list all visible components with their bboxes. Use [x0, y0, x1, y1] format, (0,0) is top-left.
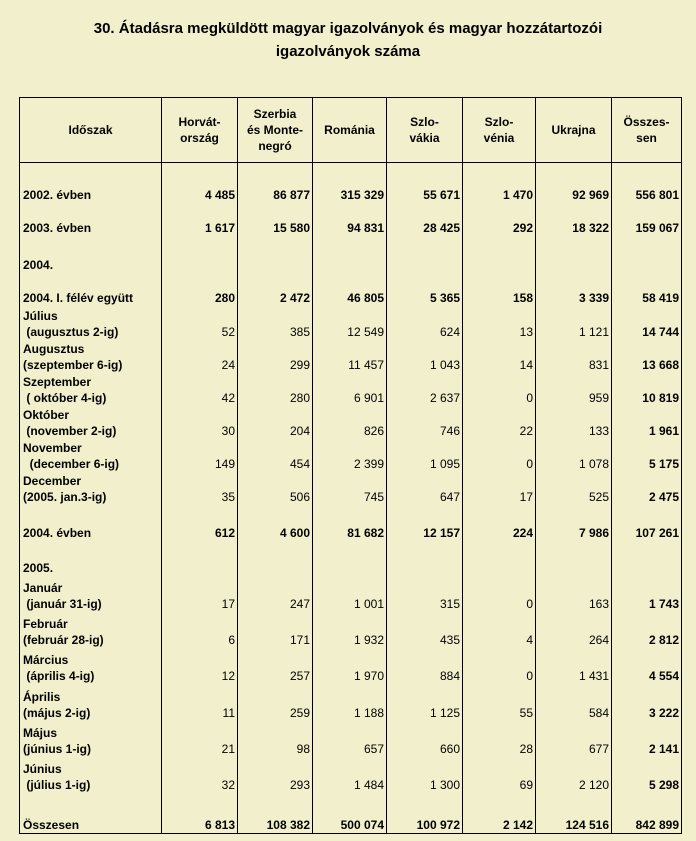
cell-value: 1 932	[313, 612, 387, 648]
table-row	[20, 793, 682, 834]
cell-value: 556 801	[612, 163, 682, 203]
cell-value: 454	[238, 439, 313, 472]
title-line-1: 30. Átadásra megküldött magyar igazolványok és magyar hozzátartozói	[93, 20, 603, 37]
cell-value: 10 819	[612, 373, 682, 406]
row-label: 2005.	[20, 541, 162, 576]
cell-value: 11	[162, 684, 238, 721]
cell-value: 624	[387, 306, 463, 340]
cell-value: 12 157	[387, 505, 463, 541]
cell-value: 21	[162, 721, 238, 757]
cell-value: 42	[162, 373, 238, 406]
header-col: Románia	[313, 98, 387, 163]
cell-value: 18 322	[536, 203, 612, 236]
row-label: Február (február 28-ig)	[20, 612, 162, 648]
cell-value: 58 419	[612, 273, 682, 306]
row-label: Összesen	[20, 793, 162, 834]
cell-value: 4 554	[612, 648, 682, 684]
cell-value: 52	[162, 306, 238, 340]
cell-value: 315	[387, 576, 463, 612]
table-row	[20, 340, 682, 373]
cell-value: 280	[238, 373, 313, 406]
cell-value: 55	[463, 684, 536, 721]
cell-value: 2 141	[612, 721, 682, 757]
cell-value	[162, 236, 238, 273]
cell-value: 6 813	[162, 793, 238, 834]
table-row	[20, 541, 682, 576]
cell-value: 257	[238, 648, 313, 684]
cell-value: 2 399	[313, 439, 387, 472]
row-label: Március (április 4-ig)	[20, 648, 162, 684]
cell-value: 677	[536, 721, 612, 757]
cell-value: 1 078	[536, 439, 612, 472]
cell-value: 14	[463, 340, 536, 373]
cell-value: 4 600	[238, 505, 313, 541]
table-row	[20, 306, 682, 340]
cell-value: 292	[463, 203, 536, 236]
cell-value: 12 549	[313, 306, 387, 340]
row-label: Szeptember ( október 4-ig)	[20, 373, 162, 406]
header-col: Szlo- vénia	[463, 98, 536, 163]
cell-value: 5 365	[387, 273, 463, 306]
header-col: Ukrajna	[536, 98, 612, 163]
cell-value: 32	[162, 757, 238, 793]
row-label: Október (november 2-ig)	[20, 406, 162, 439]
cell-value: 657	[313, 721, 387, 757]
cell-value: 525	[536, 472, 612, 505]
cell-value: 647	[387, 472, 463, 505]
cell-value: 280	[162, 273, 238, 306]
cell-value: 1 300	[387, 757, 463, 793]
cell-value: 4 485	[162, 163, 238, 203]
cell-value: 1 043	[387, 340, 463, 373]
row-label: Április (május 2-ig)	[20, 684, 162, 721]
cell-value	[238, 236, 313, 273]
cell-value: 22	[463, 406, 536, 439]
cell-value	[536, 236, 612, 273]
cell-value: 0	[463, 373, 536, 406]
table-row	[20, 203, 682, 236]
row-label: November (december 6-ig)	[20, 439, 162, 472]
row-label: 2002. évben	[20, 163, 162, 203]
cell-value: 92 969	[536, 163, 612, 203]
cell-value: 158	[463, 273, 536, 306]
table-row	[20, 505, 682, 541]
cell-value: 6	[162, 612, 238, 648]
cell-value: 28 425	[387, 203, 463, 236]
cell-value	[463, 541, 536, 576]
cell-value: 107 261	[612, 505, 682, 541]
row-label: Május (június 1-ig)	[20, 721, 162, 757]
cell-value	[612, 236, 682, 273]
cell-value: 13 668	[612, 340, 682, 373]
cell-value: 17	[463, 472, 536, 505]
cell-value	[313, 541, 387, 576]
cell-value: 1 970	[313, 648, 387, 684]
cell-value: 500 074	[313, 793, 387, 834]
cell-value: 959	[536, 373, 612, 406]
cell-value: 1 125	[387, 684, 463, 721]
cell-value	[238, 541, 313, 576]
data-table	[19, 97, 682, 834]
cell-value: 2 142	[463, 793, 536, 834]
cell-value: 2 120	[536, 757, 612, 793]
cell-value: 17	[162, 576, 238, 612]
cell-value: 13	[463, 306, 536, 340]
table-row	[20, 576, 682, 612]
cell-value: 171	[238, 612, 313, 648]
row-label: 2004.	[20, 236, 162, 273]
cell-value: 2 812	[612, 612, 682, 648]
header-period: Időszak	[20, 98, 162, 163]
cell-value: 3 222	[612, 684, 682, 721]
row-label: 2003. évben	[20, 203, 162, 236]
cell-value: 826	[313, 406, 387, 439]
table-row	[20, 439, 682, 472]
cell-value: 124 516	[536, 793, 612, 834]
table-row	[20, 721, 682, 757]
cell-value: 159 067	[612, 203, 682, 236]
cell-value: 46 805	[313, 273, 387, 306]
cell-value: 6 901	[313, 373, 387, 406]
cell-value: 133	[536, 406, 612, 439]
cell-value: 299	[238, 340, 313, 373]
cell-value: 0	[463, 576, 536, 612]
row-label: Január (január 31-ig)	[20, 576, 162, 612]
header-col: Szerbia és Monte- negró	[238, 98, 313, 163]
cell-value: 98	[238, 721, 313, 757]
row-label: Július (augusztus 2-ig)	[20, 306, 162, 340]
cell-value: 69	[463, 757, 536, 793]
table-row	[20, 163, 682, 203]
cell-value: 0	[463, 439, 536, 472]
cell-value: 293	[238, 757, 313, 793]
title-line-2: igazolványok száma	[275, 43, 421, 60]
cell-value	[387, 236, 463, 273]
cell-value: 5 298	[612, 757, 682, 793]
row-label: Június (július 1-ig)	[20, 757, 162, 793]
header-col: Horvát- ország	[162, 98, 238, 163]
cell-value: 14 744	[612, 306, 682, 340]
cell-value: 1 431	[536, 648, 612, 684]
cell-value: 149	[162, 439, 238, 472]
table-row	[20, 273, 682, 306]
cell-value: 108 382	[238, 793, 313, 834]
table-row	[20, 373, 682, 406]
header-col: Összes- sen	[612, 98, 682, 163]
table-title	[0, 17, 696, 63]
cell-value: 745	[313, 472, 387, 505]
cell-value: 1 961	[612, 406, 682, 439]
cell-value: 612	[162, 505, 238, 541]
cell-value: 12	[162, 648, 238, 684]
cell-value: 1 470	[463, 163, 536, 203]
row-label: 2004. I. félév együtt	[20, 273, 162, 306]
cell-value: 831	[536, 340, 612, 373]
table-row	[20, 648, 682, 684]
header-row	[20, 98, 682, 163]
table-row	[20, 406, 682, 439]
cell-value: 15 580	[238, 203, 313, 236]
cell-value: 224	[463, 505, 536, 541]
cell-value: 884	[387, 648, 463, 684]
table-row	[20, 757, 682, 793]
cell-value: 2 475	[612, 472, 682, 505]
table-row	[20, 612, 682, 648]
cell-value: 204	[238, 406, 313, 439]
row-label: Augusztus (szeptember 6-ig)	[20, 340, 162, 373]
cell-value: 100 972	[387, 793, 463, 834]
cell-value: 264	[536, 612, 612, 648]
cell-value	[313, 236, 387, 273]
cell-value: 7 986	[536, 505, 612, 541]
row-label: 2004. évben	[20, 505, 162, 541]
cell-value: 4	[463, 612, 536, 648]
cell-value: 30	[162, 406, 238, 439]
cell-value	[387, 541, 463, 576]
cell-value: 94 831	[313, 203, 387, 236]
cell-value: 24	[162, 340, 238, 373]
table-row	[20, 472, 682, 505]
cell-value: 163	[536, 576, 612, 612]
cell-value: 86 877	[238, 163, 313, 203]
cell-value: 81 682	[313, 505, 387, 541]
cell-value: 1 001	[313, 576, 387, 612]
cell-value: 584	[536, 684, 612, 721]
cell-value	[162, 541, 238, 576]
cell-value	[612, 541, 682, 576]
cell-value: 0	[463, 648, 536, 684]
cell-value: 5 175	[612, 439, 682, 472]
cell-value: 506	[238, 472, 313, 505]
cell-value: 315 329	[313, 163, 387, 203]
cell-value: 746	[387, 406, 463, 439]
cell-value	[536, 541, 612, 576]
cell-value: 259	[238, 684, 313, 721]
cell-value: 35	[162, 472, 238, 505]
table-row	[20, 236, 682, 273]
cell-value: 1 617	[162, 203, 238, 236]
cell-value: 28	[463, 721, 536, 757]
cell-value: 1 743	[612, 576, 682, 612]
cell-value	[463, 236, 536, 273]
cell-value: 247	[238, 576, 313, 612]
cell-value: 1 095	[387, 439, 463, 472]
cell-value: 1 121	[536, 306, 612, 340]
cell-value: 660	[387, 721, 463, 757]
cell-value: 435	[387, 612, 463, 648]
cell-value: 11 457	[313, 340, 387, 373]
cell-value: 385	[238, 306, 313, 340]
header-col: Szlo- vákia	[387, 98, 463, 163]
cell-value: 2 472	[238, 273, 313, 306]
row-label: December (2005. jan.3-ig)	[20, 472, 162, 505]
cell-value: 3 339	[536, 273, 612, 306]
cell-value: 55 671	[387, 163, 463, 203]
cell-value: 842 899	[612, 793, 682, 834]
table-row	[20, 684, 682, 721]
cell-value: 1 188	[313, 684, 387, 721]
cell-value: 1 484	[313, 757, 387, 793]
cell-value: 2 637	[387, 373, 463, 406]
